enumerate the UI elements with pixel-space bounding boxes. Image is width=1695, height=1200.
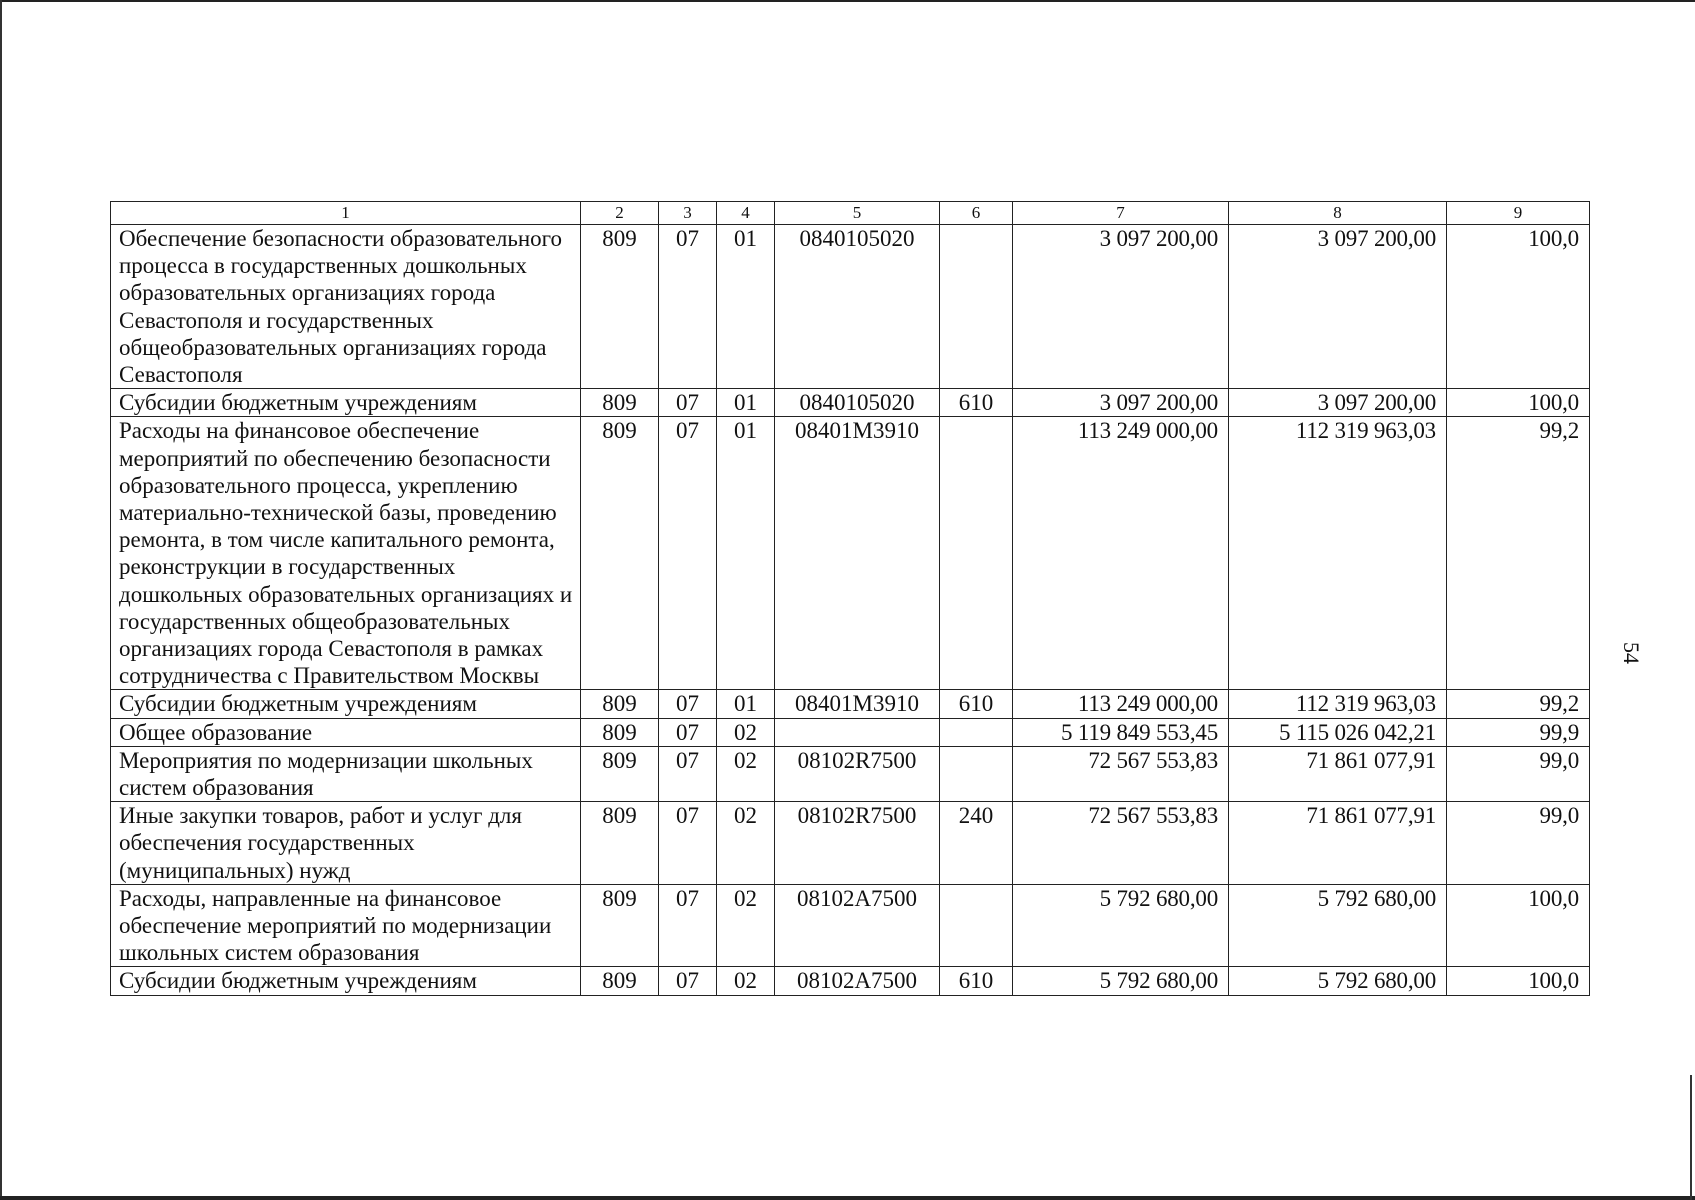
row-plan: 113 249 000,00 xyxy=(1013,417,1229,690)
table-row xyxy=(111,225,1590,389)
header-cell: 6 xyxy=(940,202,1013,225)
row-podrazdel: 02 xyxy=(717,718,775,746)
row-name: Расходы на финансовое обеспечение мероприятий по обеспечению безопасности образовательного процесса, укреплению материально-технической базы, проведению ремонта, в том числе капитального ремонта, реконструкции в государственных дошкольных образовательных организациях и государственных общеобразовательных организациях города Севастополя в рамках сотрудничества с Правительством Москвы xyxy=(111,417,581,690)
page-border-right xyxy=(1690,1075,1692,1200)
header-cell: 7 xyxy=(1013,202,1229,225)
row-plan: 5 792 680,00 xyxy=(1013,884,1229,967)
row-glava: 809 xyxy=(581,690,659,718)
row-vr xyxy=(940,225,1013,389)
row-vr: 610 xyxy=(940,690,1013,718)
header-cell: 9 xyxy=(1447,202,1590,225)
row-percent: 100,0 xyxy=(1447,225,1590,389)
row-fact: 71 861 077,91 xyxy=(1229,802,1447,885)
row-csr: 08102R7500 xyxy=(775,746,940,801)
row-percent: 99,2 xyxy=(1447,690,1590,718)
row-plan: 3 097 200,00 xyxy=(1013,389,1229,417)
row-percent: 100,0 xyxy=(1447,389,1590,417)
row-vr xyxy=(940,746,1013,801)
row-podrazdel: 02 xyxy=(717,884,775,967)
row-name: Субсидии бюджетным учреждениям xyxy=(111,690,581,718)
row-razdel: 07 xyxy=(659,884,717,967)
row-vr: 240 xyxy=(940,802,1013,885)
row-podrazdel: 01 xyxy=(717,389,775,417)
page-border-top xyxy=(0,0,1695,2)
row-glava: 809 xyxy=(581,225,659,389)
row-fact: 5 792 680,00 xyxy=(1229,884,1447,967)
row-podrazdel: 02 xyxy=(717,802,775,885)
row-csr: 08102А7500 xyxy=(775,967,940,995)
header-cell: 4 xyxy=(717,202,775,225)
row-plan: 113 249 000,00 xyxy=(1013,690,1229,718)
row-plan: 5 119 849 553,45 xyxy=(1013,718,1229,746)
header-cell: 2 xyxy=(581,202,659,225)
row-glava: 809 xyxy=(581,967,659,995)
header-cell: 3 xyxy=(659,202,717,225)
row-csr: 08401М3910 xyxy=(775,417,940,690)
table-row xyxy=(111,389,1590,417)
table-row xyxy=(111,746,1590,801)
row-podrazdel: 01 xyxy=(717,690,775,718)
row-glava: 809 xyxy=(581,718,659,746)
row-razdel: 07 xyxy=(659,967,717,995)
row-name: Иные закупки товаров, работ и услуг для обеспечения государственных (муниципальных) нужд xyxy=(111,802,581,885)
row-vr xyxy=(940,884,1013,967)
row-percent: 99,9 xyxy=(1447,718,1590,746)
page-border-bottom xyxy=(0,1196,1695,1200)
row-vr xyxy=(940,417,1013,690)
row-name: Общее образование xyxy=(111,718,581,746)
header-cell: 8 xyxy=(1229,202,1447,225)
row-name: Обеспечение безопасности образовательного процесса в государственных дошкольных образовательных организациях города Севастополя и государственных общеобразовательных организациях города Севастополя xyxy=(111,225,581,389)
row-fact: 5 115 026 042,21 xyxy=(1229,718,1447,746)
row-fact: 112 319 963,03 xyxy=(1229,690,1447,718)
row-vr: 610 xyxy=(940,389,1013,417)
row-fact: 5 792 680,00 xyxy=(1229,967,1447,995)
row-razdel: 07 xyxy=(659,802,717,885)
row-razdel: 07 xyxy=(659,225,717,389)
row-percent: 100,0 xyxy=(1447,884,1590,967)
table-row xyxy=(111,690,1590,718)
row-podrazdel: 01 xyxy=(717,225,775,389)
table-row xyxy=(111,967,1590,995)
row-fact: 3 097 200,00 xyxy=(1229,389,1447,417)
row-glava: 809 xyxy=(581,802,659,885)
row-csr: 08102R7500 xyxy=(775,802,940,885)
row-glava: 809 xyxy=(581,746,659,801)
row-glava: 809 xyxy=(581,417,659,690)
row-podrazdel: 02 xyxy=(717,967,775,995)
page-border-left xyxy=(0,0,2,1200)
row-podrazdel: 01 xyxy=(717,417,775,690)
page-number: 54 xyxy=(1619,642,1644,664)
row-percent: 99,0 xyxy=(1447,802,1590,885)
table-row xyxy=(111,884,1590,967)
row-name: Субсидии бюджетным учреждениям xyxy=(111,389,581,417)
row-csr: 08102А7500 xyxy=(775,884,940,967)
row-fact: 112 319 963,03 xyxy=(1229,417,1447,690)
header-cell: 1 xyxy=(111,202,581,225)
row-razdel: 07 xyxy=(659,718,717,746)
row-name: Субсидии бюджетным учреждениям xyxy=(111,967,581,995)
row-plan: 5 792 680,00 xyxy=(1013,967,1229,995)
row-vr: 610 xyxy=(940,967,1013,995)
row-razdel: 07 xyxy=(659,746,717,801)
row-plan: 72 567 553,83 xyxy=(1013,802,1229,885)
row-plan: 72 567 553,83 xyxy=(1013,746,1229,801)
row-razdel: 07 xyxy=(659,389,717,417)
row-csr: 0840105020 xyxy=(775,389,940,417)
row-csr: 0840105020 xyxy=(775,225,940,389)
table-row xyxy=(111,718,1590,746)
row-glava: 809 xyxy=(581,389,659,417)
row-percent: 100,0 xyxy=(1447,967,1590,995)
header-cell: 5 xyxy=(775,202,940,225)
row-csr xyxy=(775,718,940,746)
row-name: Мероприятия по модернизации школьных систем образования xyxy=(111,746,581,801)
table-row xyxy=(111,802,1590,885)
row-plan: 3 097 200,00 xyxy=(1013,225,1229,389)
row-fact: 71 861 077,91 xyxy=(1229,746,1447,801)
table-header-row xyxy=(111,202,1590,225)
row-podrazdel: 02 xyxy=(717,746,775,801)
row-percent: 99,2 xyxy=(1447,417,1590,690)
row-fact: 3 097 200,00 xyxy=(1229,225,1447,389)
row-vr xyxy=(940,718,1013,746)
row-name: Расходы, направленные на финансовое обеспечение мероприятий по модернизации школьных систем образования xyxy=(111,884,581,967)
budget-table xyxy=(110,201,1590,996)
row-csr: 08401М3910 xyxy=(775,690,940,718)
row-razdel: 07 xyxy=(659,690,717,718)
table-row xyxy=(111,417,1590,690)
row-percent: 99,0 xyxy=(1447,746,1590,801)
row-razdel: 07 xyxy=(659,417,717,690)
row-glava: 809 xyxy=(581,884,659,967)
